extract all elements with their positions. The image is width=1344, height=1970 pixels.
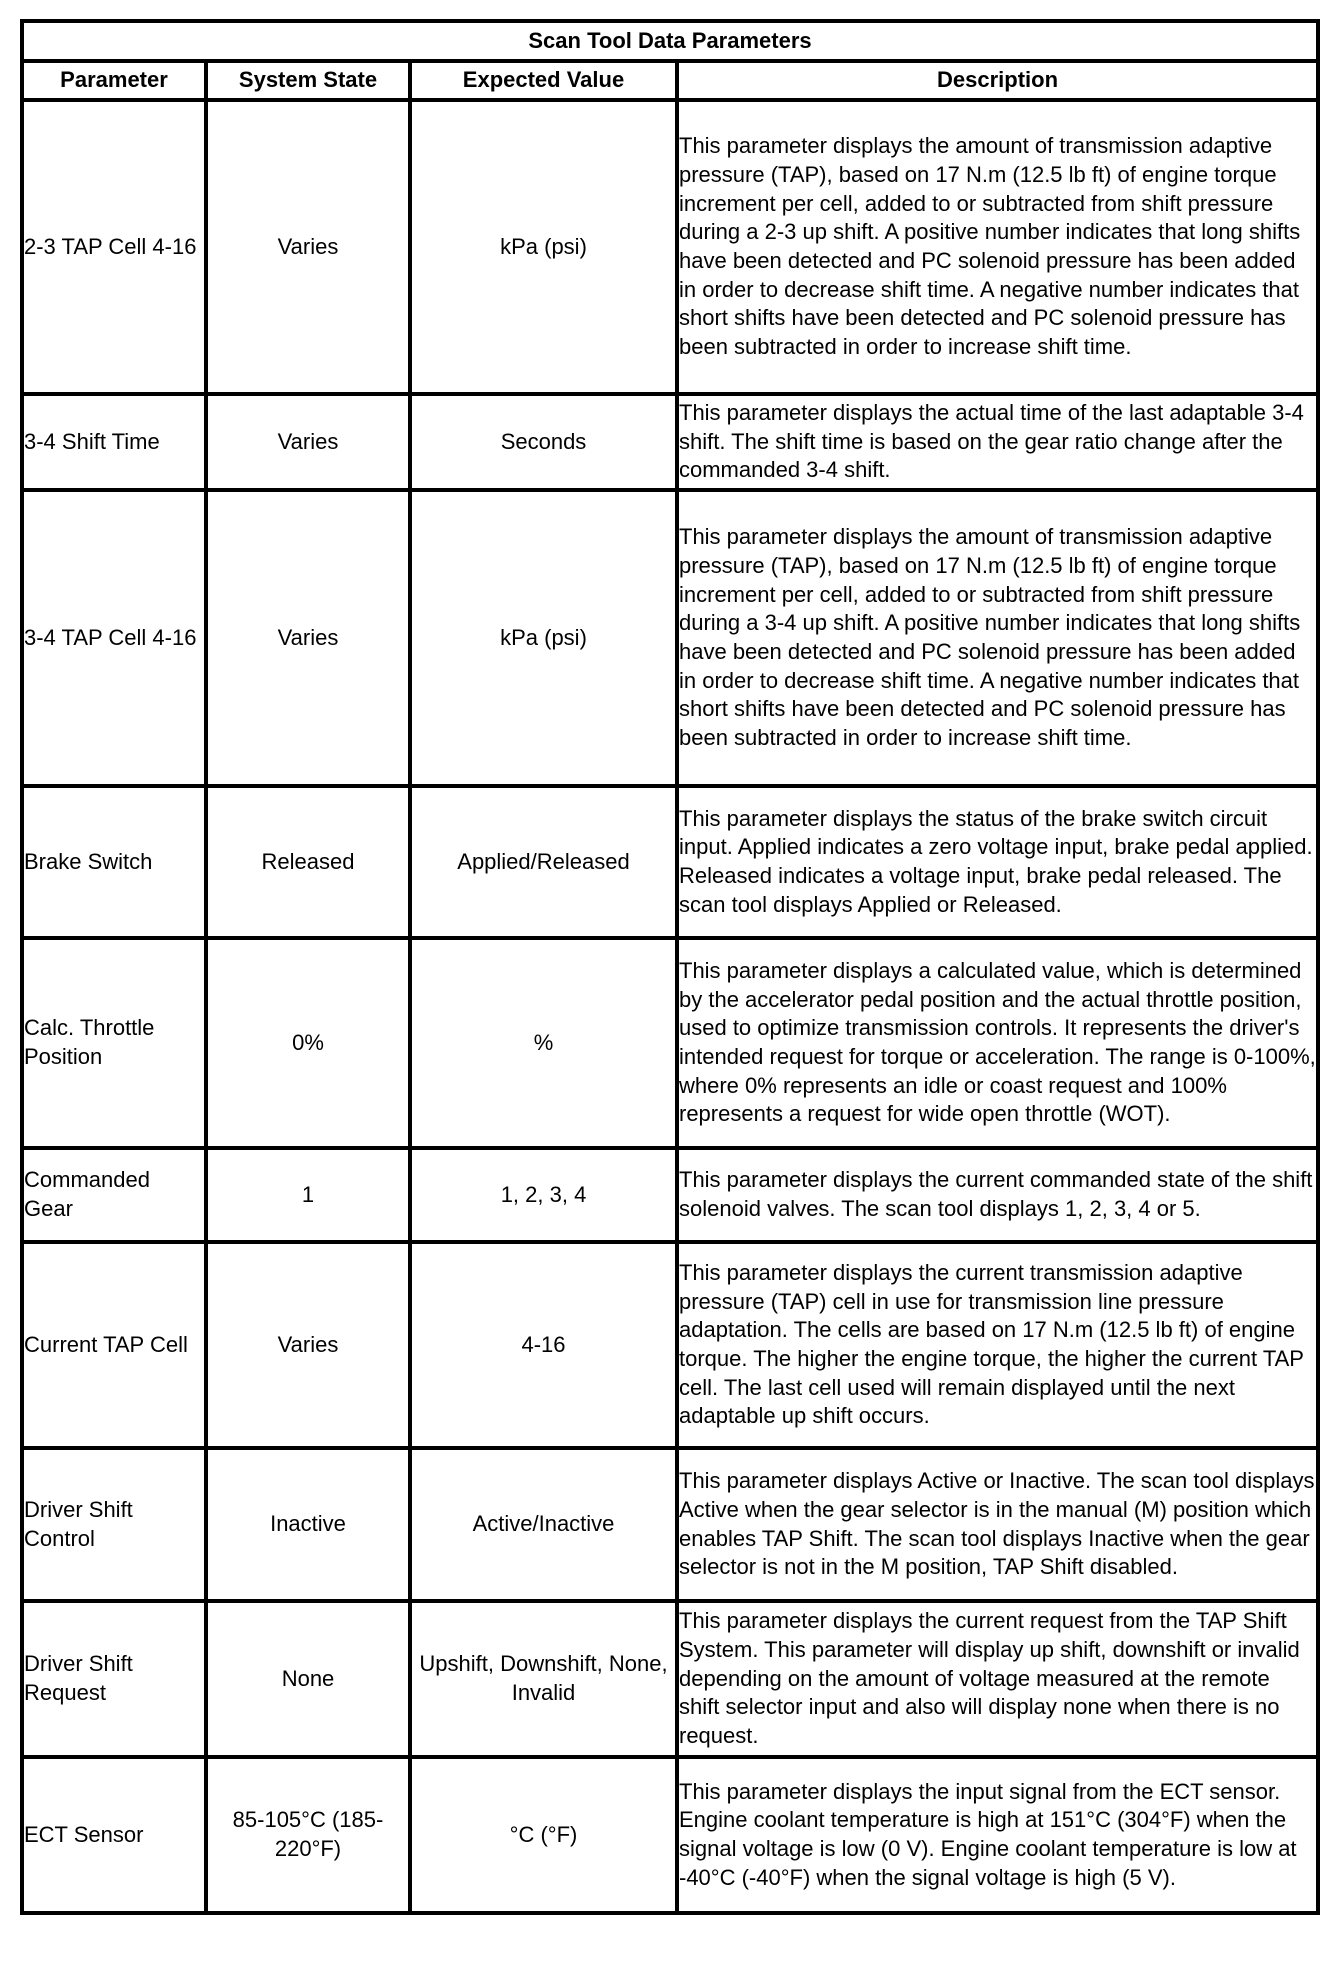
description-cell: This parameter displays the current request from the TAP Shift System. This parameter will display up shift, downshift or invalid depending on the amount of voltage measured at the remote shift selector input and also will display none when there is no request.	[677, 1601, 1318, 1757]
table-row	[22, 1242, 1318, 1448]
description-cell: This parameter displays the current commanded state of the shift solenoid valves. The scan tool displays 1, 2, 3, 4 or 5.	[677, 1148, 1318, 1242]
column-header-expected-value: Expected Value	[410, 61, 677, 100]
system-state-cell: 1	[206, 1148, 410, 1242]
table-row	[22, 938, 1318, 1148]
parameter-cell: 3-4 TAP Cell 4-16	[22, 490, 206, 786]
expected-value-cell: Seconds	[410, 394, 677, 490]
expected-value-cell: °C (°F)	[410, 1757, 677, 1913]
table-title: Scan Tool Data Parameters	[22, 21, 1318, 61]
expected-value-cell: Active/Inactive	[410, 1448, 677, 1601]
parameter-cell: Commanded Gear	[22, 1148, 206, 1242]
parameter-cell: Brake Switch	[22, 786, 206, 938]
parameter-cell: Driver Shift Control	[22, 1448, 206, 1601]
system-state-cell: Inactive	[206, 1448, 410, 1601]
system-state-cell: 85-105°C (185-220°F)	[206, 1757, 410, 1913]
system-state-cell: Released	[206, 786, 410, 938]
column-header-system-state: System State	[206, 61, 410, 100]
system-state-cell: Varies	[206, 394, 410, 490]
table-row	[22, 394, 1318, 490]
system-state-cell: None	[206, 1601, 410, 1757]
column-header-description: Description	[677, 61, 1318, 100]
system-state-cell: 0%	[206, 938, 410, 1148]
expected-value-cell: 1, 2, 3, 4	[410, 1148, 677, 1242]
table-row	[22, 1448, 1318, 1601]
expected-value-cell: kPa (psi)	[410, 100, 677, 394]
expected-value-cell: %	[410, 938, 677, 1148]
description-cell: This parameter displays Active or Inactive. The scan tool displays Active when the gear selector is in the manual (M) position which enables TAP Shift. The scan tool displays Inactive when the gear selector is not in the M position, TAP Shift disabled.	[677, 1448, 1318, 1601]
parameter-cell: Calc. Throttle Position	[22, 938, 206, 1148]
description-cell: This parameter displays the current transmission adaptive pressure (TAP) cell in use for transmission line pressure adaptation. The cells are based on 17 N.m (12.5 lb ft) of engine torque. The higher the engine torque, the higher the current TAP cell. The last cell used will remain displayed until the next adaptable up shift occurs.	[677, 1242, 1318, 1448]
table-row	[22, 1148, 1318, 1242]
table-row	[22, 786, 1318, 938]
description-cell: This parameter displays the actual time of the last adaptable 3-4 shift. The shift time is based on the gear ratio change after the commanded 3-4 shift.	[677, 394, 1318, 490]
table-title-row	[22, 21, 1318, 61]
system-state-cell: Varies	[206, 1242, 410, 1448]
parameter-cell: Driver Shift Request	[22, 1601, 206, 1757]
table-row	[22, 100, 1318, 394]
description-cell: This parameter displays the status of the brake switch circuit input. Applied indicates a zero voltage input, brake pedal applied. Released indicates a voltage input, brake pedal released. The scan tool displays Applied or Released.	[677, 786, 1318, 938]
expected-value-cell: Applied/Released	[410, 786, 677, 938]
table-header-row	[22, 61, 1318, 100]
expected-value-cell: kPa (psi)	[410, 490, 677, 786]
parameter-cell: ECT Sensor	[22, 1757, 206, 1913]
scan-tool-data-parameters-table	[20, 19, 1320, 1915]
description-cell: This parameter displays the input signal from the ECT sensor. Engine coolant temperature is high at 151°C (304°F) when the signal voltage is low (0 V). Engine coolant temperature is low at -40°C (-40°F) when the signal voltage is high (5 V).	[677, 1757, 1318, 1913]
description-cell: This parameter displays the amount of transmission adaptive pressure (TAP), based on 17 N.m (12.5 lb ft) of engine torque increment per cell, added to or subtracted from shift pressure during a 2-3 up shift. A positive number indicates that long shifts have been detected and PC solenoid pressure has been added in order to decrease shift time. A negative number indicates that short shifts have been detected and PC solenoid pressure has been subtracted in order to increase shift time.	[677, 100, 1318, 394]
system-state-cell: Varies	[206, 100, 410, 394]
parameter-cell: Current TAP Cell	[22, 1242, 206, 1448]
table-row	[22, 1601, 1318, 1757]
description-cell: This parameter displays a calculated value, which is determined by the accelerator pedal position and the actual throttle position, used to optimize transmission controls. It represents the driver's intended request for torque or acceleration. The range is 0-100%, where 0% represents an idle or coast request and 100% represents a request for wide open throttle (WOT).	[677, 938, 1318, 1148]
table-row	[22, 490, 1318, 786]
system-state-cell: Varies	[206, 490, 410, 786]
column-header-parameter: Parameter	[22, 61, 206, 100]
description-cell: This parameter displays the amount of transmission adaptive pressure (TAP), based on 17 N.m (12.5 lb ft) of engine torque increment per cell, added to or subtracted from shift pressure during a 3-4 up shift. A positive number indicates that long shifts have been detected and PC solenoid pressure has been added in order to decrease shift time. A negative number indicates that short shifts have been detected and PC solenoid pressure has been subtracted in order to increase shift time.	[677, 490, 1318, 786]
table-row	[22, 1757, 1318, 1913]
expected-value-cell: 4-16	[410, 1242, 677, 1448]
parameter-cell: 2-3 TAP Cell 4-16	[22, 100, 206, 394]
expected-value-cell: Upshift, Downshift, None, Invalid	[410, 1601, 677, 1757]
parameter-cell: 3-4 Shift Time	[22, 394, 206, 490]
